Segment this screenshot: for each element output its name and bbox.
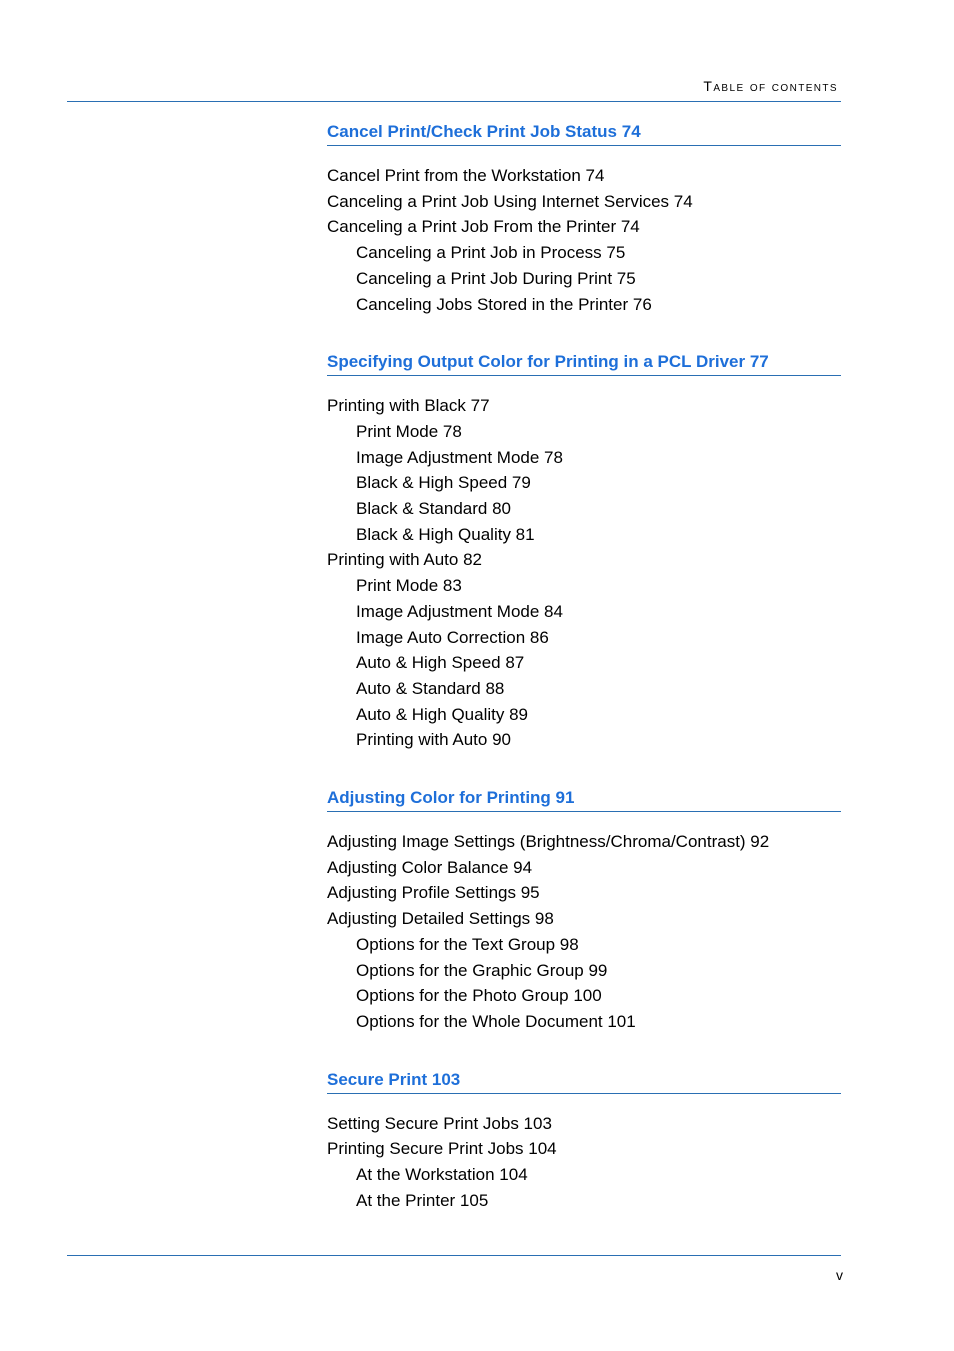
toc-subentry-link[interactable]: Options for the Text Group 98 <box>356 934 579 954</box>
toc-subentry-link[interactable]: At the Printer 105 <box>356 1190 489 1210</box>
toc-entry-link[interactable]: Canceling a Print Job From the Printer 74 <box>327 217 640 237</box>
toc-entry-link[interactable]: Printing with Auto 82 <box>327 550 482 570</box>
toc-entry-link[interactable]: Cancel Print from the Workstation 74 <box>327 166 605 185</box>
toc-subentry-link[interactable]: Canceling a Print Job During Print 75 <box>356 268 636 288</box>
toc-entry-link[interactable]: Printing Secure Print Jobs 104 <box>327 1139 557 1159</box>
toc-subentry-link[interactable]: Image Adjustment Mode 78 <box>356 447 563 467</box>
toc-entry-link[interactable]: Printing with Black 77 <box>327 396 490 416</box>
toc-section <box>327 351 841 753</box>
section-title-link[interactable]: Cancel Print/Check Print Job Status 74 <box>327 121 841 146</box>
toc-subentry-link[interactable]: Auto & High Speed 87 <box>356 653 525 673</box>
toc-subentry-link[interactable]: Auto & Standard 88 <box>356 678 505 698</box>
toc-subentry-link[interactable]: Image Adjustment Mode 84 <box>356 601 563 621</box>
footer-rule <box>67 1255 841 1256</box>
toc-subentry-link[interactable]: Canceling a Print Job in Process 75 <box>356 243 626 263</box>
header-rule <box>67 101 841 102</box>
toc-entry-link[interactable]: Adjusting Color Balance 94 <box>327 857 533 877</box>
running-head: Table of contents <box>703 78 838 94</box>
toc-subentry-link[interactable]: Black & Standard 80 <box>356 499 511 519</box>
table-of-contents <box>327 121 841 1248</box>
toc-subentry-link[interactable]: Options for the Whole Document 101 <box>356 1011 636 1031</box>
toc-section <box>327 121 841 317</box>
toc-subentry-link[interactable]: Print Mode 78 <box>356 421 462 441</box>
toc-entry-link[interactable]: Canceling a Print Job Using Internet Services 74 <box>327 191 693 211</box>
section-title-link[interactable]: Adjusting Color for Printing 91 <box>327 787 841 812</box>
toc-subentry-link[interactable]: Printing with Auto 90 <box>356 730 511 750</box>
toc-section <box>327 787 841 1035</box>
toc-entry-link[interactable]: Adjusting Image Settings (Brightness/Chroma/Contrast) 92 <box>327 832 770 852</box>
toc-section <box>327 1069 841 1214</box>
toc-entry-link[interactable]: Adjusting Detailed Settings 98 <box>327 909 554 929</box>
toc-subentry-link[interactable]: Black & High Speed 79 <box>356 473 531 493</box>
toc-subentry-link[interactable]: Black & High Quality 81 <box>356 524 535 544</box>
section-title-link[interactable]: Secure Print 103 <box>327 1069 841 1094</box>
toc-subentry-link[interactable]: Auto & High Quality 89 <box>356 704 528 724</box>
toc-subentry-link[interactable]: Image Auto Correction 86 <box>356 627 549 647</box>
toc-subentry-link[interactable]: Print Mode 83 <box>356 576 462 596</box>
toc-subentry-link[interactable]: Canceling Jobs Stored in the Printer 76 <box>356 294 652 314</box>
toc-subentry-link[interactable]: Options for the Graphic Group 99 <box>356 960 608 980</box>
toc-subentry-link[interactable]: At the Workstation 104 <box>356 1165 528 1185</box>
toc-subentry-link[interactable]: Options for the Photo Group 100 <box>356 986 602 1006</box>
section-title-link[interactable]: Specifying Output Color for Printing in a PCL Driver 77 <box>327 351 841 376</box>
toc-entry-link[interactable]: Setting Secure Print Jobs 103 <box>327 1113 552 1133</box>
toc-entry-link[interactable]: Adjusting Profile Settings 95 <box>327 883 540 903</box>
page-number: v <box>836 1267 843 1283</box>
